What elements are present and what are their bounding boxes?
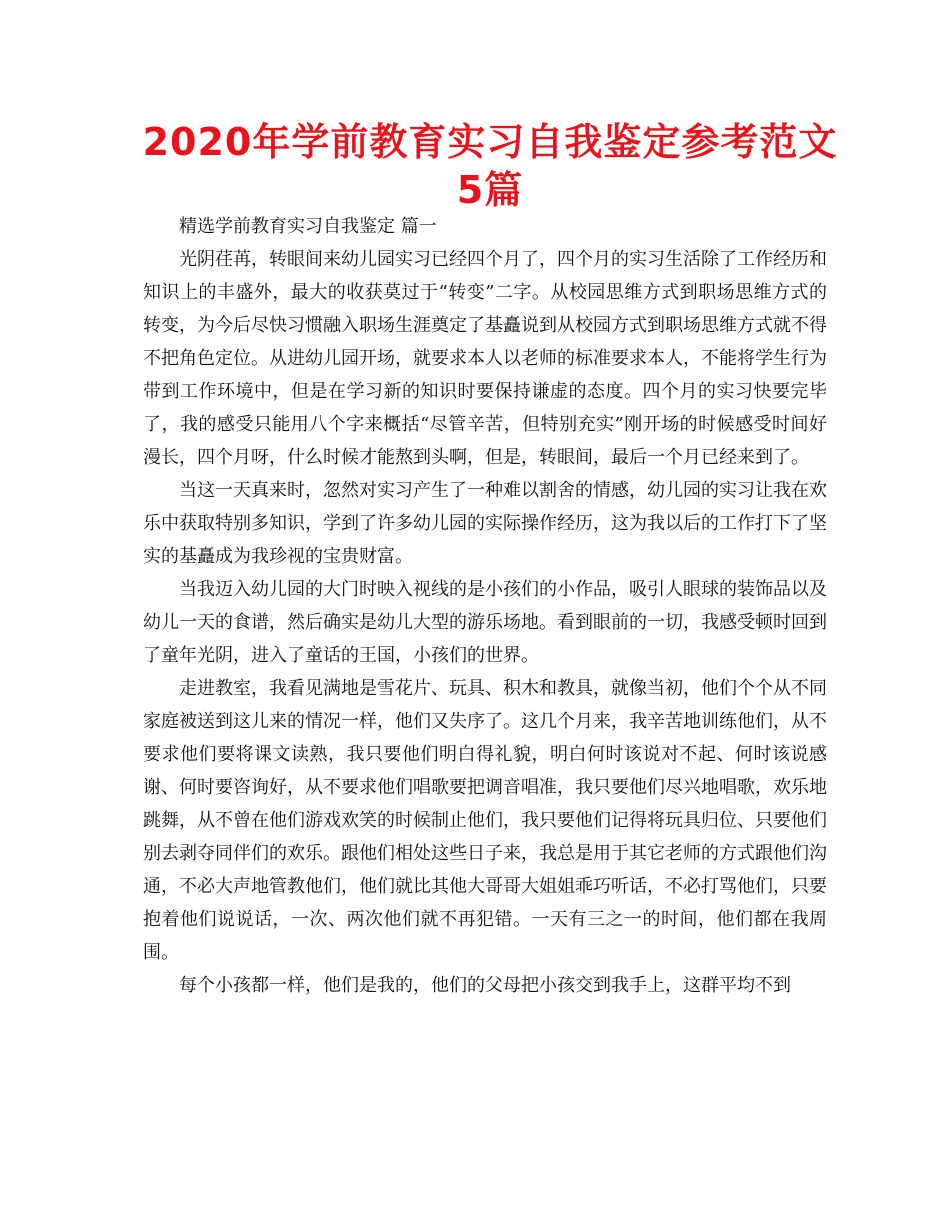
document-title: 2020年学前教育实习自我鉴定参考范文5篇 [142, 120, 838, 212]
paragraph: 当这一天真来时，忽然对实习产生了一种难以割舍的情感，幼儿园的实习让我在欢乐中获取特别多知识，学到了许多幼儿园的实际操作经历，这为我以后的工作打下了坚实的基矗成为我珍视的宝贵财富。 [143, 480, 827, 567]
paragraph: 每个小孩都一样，他们是我的，他们的父母把小孩交到我手上，这群平均不到 [179, 975, 791, 996]
document-body [143, 210, 827, 1002]
paragraph: 走进教室，我看见满地是雪花片、玩具、积木和教具，就像当初，他们个个从不同家庭被送到这儿来的情况一样，他们又失序了。这几个月来，我辛苦地训练他们，从不要求他们要将课文读熟，我只要他们明白得礼貌，明白何时该说对不起、何时该说感谢、何时要咨询好，从不要求他们唱歌要把调音唱准，我只要他们尽兴地唱歌，欢乐地跳舞，从不曾在他们游戏欢笑的时候制止他们，我只要他们记得将玩具归位、只要他们别去剥夺同伴们的欢乐。跟他们相处这些日子来，我总是用于其它老师的方式跟他们沟通，不必大声地管教他们，他们就比其他大哥哥大姐姐乖巧听话，不必打骂他们，只要抱着他们说说话，一次、两次他们就不再犯错。一天有三之一的时间，他们都在我周围。 [143, 678, 827, 963]
paragraph: 当我迈入幼儿园的大门时映入视线的是小孩们的小作品，吸引人眼球的装饰品以及幼儿一天的食谱，然后确实是幼儿大型的游乐场地。看到眼前的一切，我感受顿时回到了童年光阴，进入了童话的王国，小孩们的世界。 [143, 579, 827, 666]
section-heading: 精选学前教育实习自我鉴定 篇一 [179, 216, 437, 237]
paragraph: 光阴荏苒，转眼间来幼儿园实习已经四个月了，四个月的实习生活除了工作经历和知识上的丰盛外，最大的收获莫过于“转变”二字。从校园思维方式到职场思维方式的转变，为今后尽快习惯融入职场生涯奠定了基矗说到从校园方式到职场思维方式就不得不把角色定位。从进幼儿园开场，就要求本人以老师的标准要求本人，不能将学生行为带到工作环境中，但是在学习新的知识时要保持谦虚的态度。四个月的实习快要完毕了，我的感受只能用八个字来概括“尽管辛苦，但特别充实”刚开场的时候感受时间好漫长，四个月呀，什么时候才能熬到头啊，但是，转眼间，最后一个月已经来到了。 [143, 249, 827, 468]
